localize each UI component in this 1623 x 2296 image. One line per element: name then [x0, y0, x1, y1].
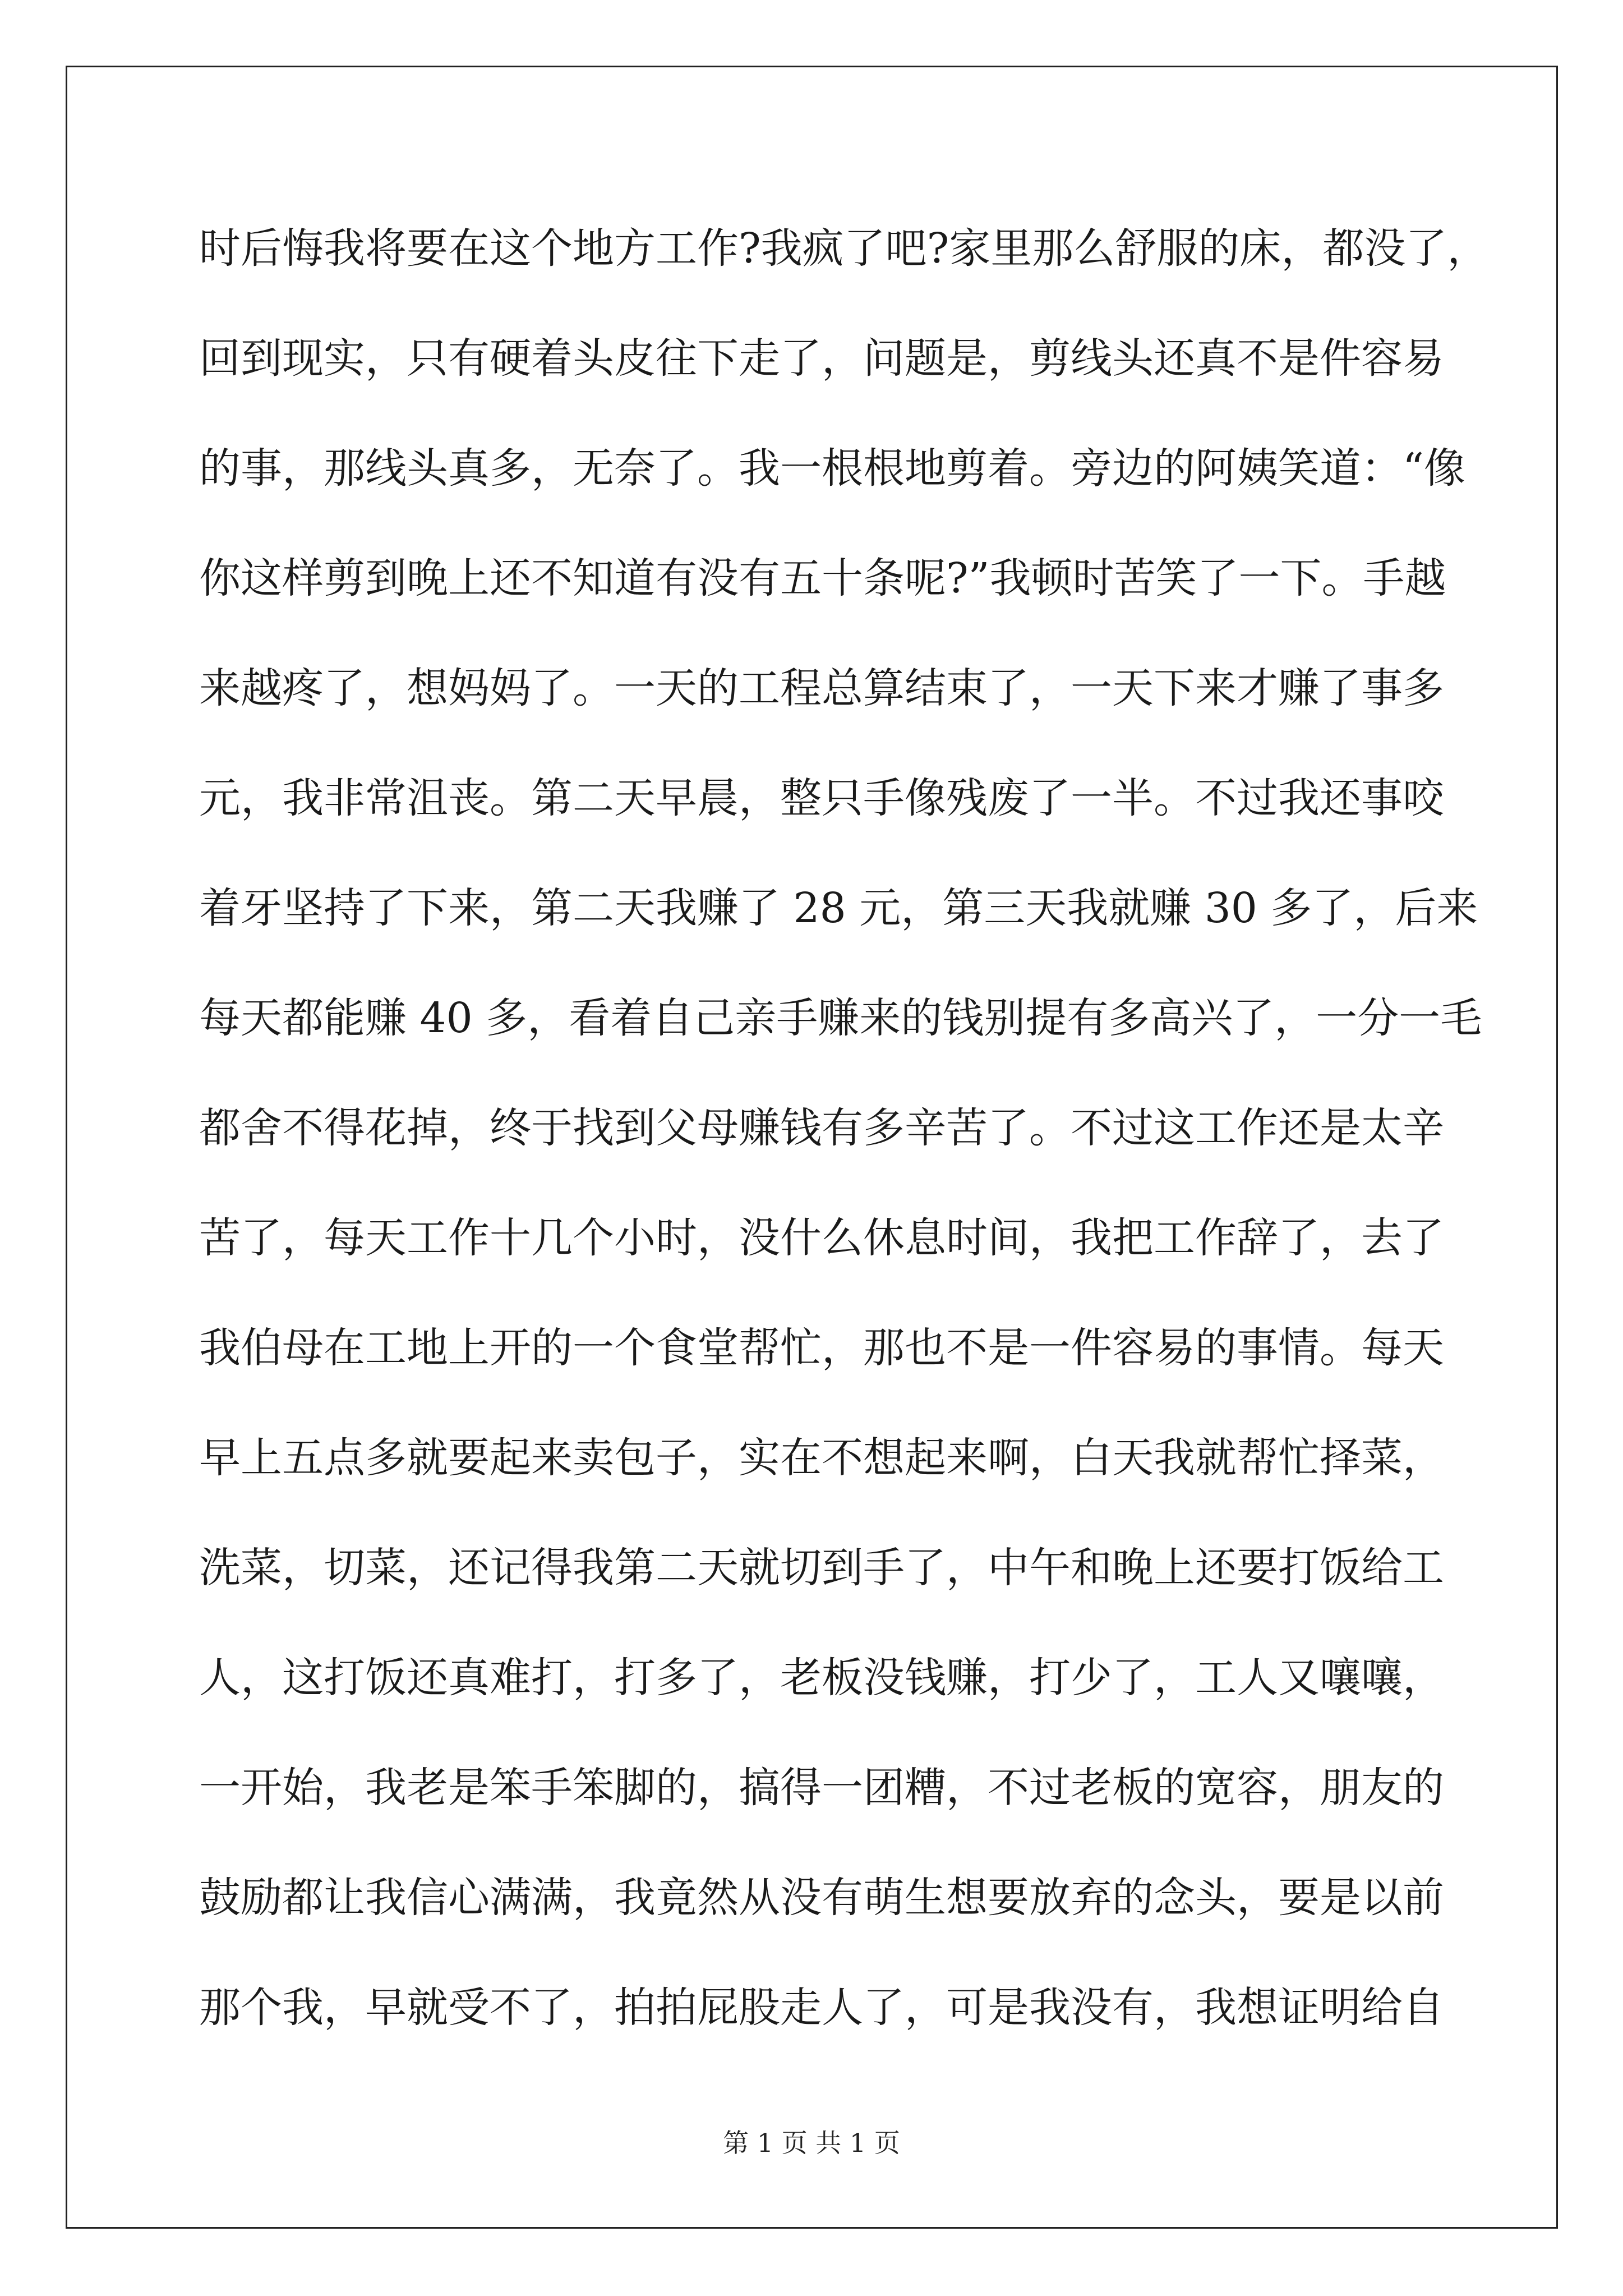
text-line: 每天都能赚 40 多，看着自己亲手赚来的钱别提有多高兴了，一分一毛	[199, 994, 1482, 1042]
text-line: 那个我，早就受不了，拍拍屁股走人了，可是我没有，我想证明给自	[199, 1984, 1444, 2032]
text-line: 洗菜，切菜，还记得我第二天就切到手了，中午和晚上还要打饭给工	[199, 1544, 1444, 1592]
text-line: 鼓励都让我信心满满，我竟然从没有萌生想要放弃的念头，要是以前	[199, 1874, 1444, 1922]
text-line: 来越疼了，想妈妈了。一天的工程总算结束了，一天下来才赚了事多	[199, 664, 1444, 712]
text-line: 人，这打饭还真难打，打多了，老板没钱赚，打少了，工人又嚷嚷，	[199, 1654, 1444, 1702]
text-line: 苦了，每天工作十几个小时，没什么休息时间，我把工作辞了，去了	[199, 1214, 1444, 1262]
text-line: 回到现实，只有硬着头皮往下走了，问题是，剪线头还真不是件容易	[199, 334, 1444, 383]
text-line: 我伯母在工地上开的一个食堂帮忙，那也不是一件容易的事情。每天	[199, 1324, 1444, 1372]
text-line: 你这样剪到晚上还不知道有没有五十条呢?”我顿时苦笑了一下。手越	[199, 554, 1446, 602]
text-line: 元，我非常沮丧。第二天早晨，整只手像残废了一半。不过我还事咬	[199, 774, 1444, 822]
text-line: 着牙坚持了下来，第二天我赚了 28 元，第三天我就赚 30 多了，后来	[199, 884, 1478, 932]
text-line: 一开始，我老是笨手笨脚的，搞得一团糟，不过老板的宽容，朋友的	[199, 1764, 1444, 1812]
text-line: 时后悔我将要在这个地方工作?我疯了吧?家里那么舒服的床，都没了，	[199, 224, 1489, 273]
text-line: 早上五点多就要起来卖包子，实在不想起来啊，白天我就帮忙择菜，	[199, 1434, 1444, 1482]
text-line: 的事，那线头真多，无奈了。我一根根地剪着。旁边的阿姨笑道：“像	[199, 444, 1465, 493]
page-footer: 第 1 页 共 1 页	[723, 2128, 900, 2158]
text-line: 都舍不得花掉，终于找到父母赚钱有多辛苦了。不过这工作还是太辛	[199, 1104, 1444, 1152]
body-text	[199, 194, 1489, 2063]
